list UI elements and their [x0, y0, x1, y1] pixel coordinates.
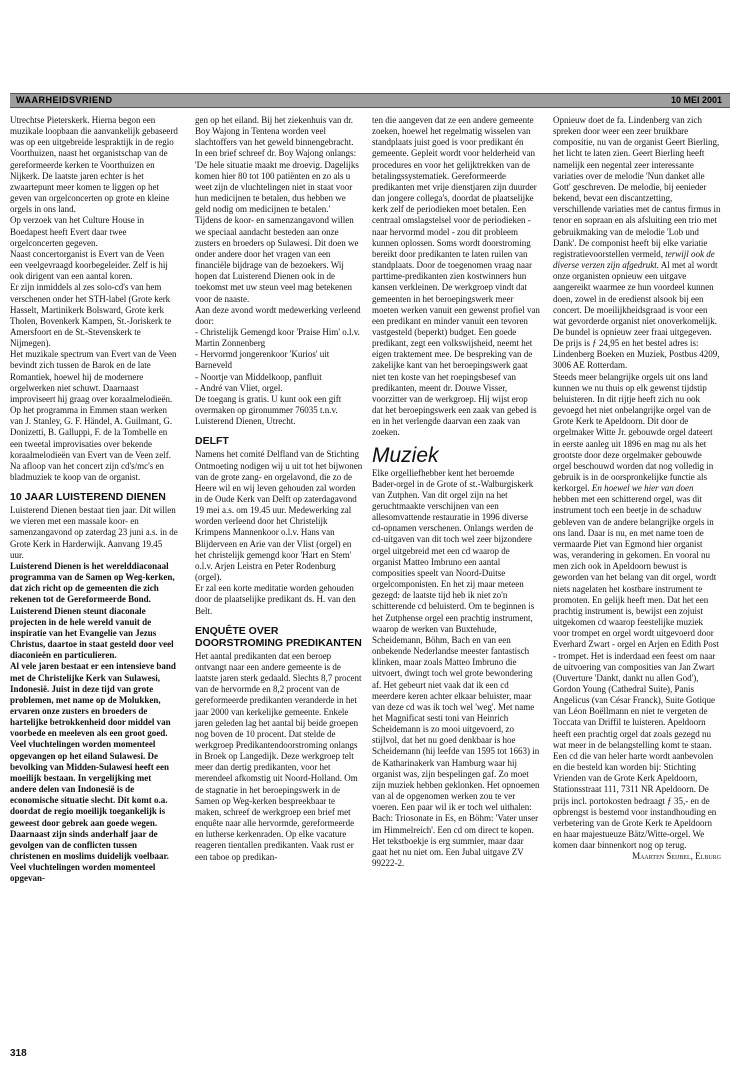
- paragraph: Luisterend Dienen is het werelddiaconaal programma van de Samen op Weg-kerken, dat zich richt op de gemeenten die zich rekenen tot de Gereformeerde Bond. Luisterend Dienen steunt diaconale projecten in de hele wereld vanuit de inspiratie van het Evangelie van Jezus Christus, daartoe in staat gesteld door veel diaconieën en particulieren.: [10, 560, 175, 661]
- list-item: - Noortje van Middelkoop, panfluit: [195, 371, 322, 382]
- paragraph: Naast concertorganist is Evert van de Veen een veelgevraagd koorbegeleider. Zelf is hij ook dirigent van een aantal koren.: [10, 248, 168, 282]
- paragraph: Op het programma in Emmen staan werken van J. Stanley, G. F. Händel, A. Guilmant, G. Donizetti, B. Galluppi, F. de la Tombelle en een tweetal improvisaties over bekende koraalmelodieën van Evert van de Veen zelf.: [10, 405, 173, 460]
- author-signature: Maarten Seijbel, Elburg: [632, 851, 721, 862]
- paragraph: ten die aangeven dat ze een andere gemeente zoeken, hoewel het regelmatig wisselen van standplaats juist goed is voor predikant én gemeente. Gepleit wordt voor helderheid van procedures en voor het gelijktrekken van de betalingssystematiek. Gereformeerde predikanten met vrije dienstjaren zijn duurder dan jongere collega's, doordat de plaatselijke kerk zelf de periodieken moet betalen. Een centraal omslagstelsel voor de periodieken - naar hervormd model - zou dit probleem kunnen oplossen. Soms wordt doorstroming bereikt door predikanten te laten ruilen van standplaats. Door de toegenomen vraag naar parttime-predikanten zien kostwinners hun kansen verkleinen. De werkgroep vindt dat gemeenten in het beroepingswerk meer moeten werken vanuit een gewenst profiel van een predikant en minder vanuit een tevoren vastgesteld (beperkt) budget. Een goede predikant, zegt een volkswijsheid, neemt het eigen traktement mee. De bespreking van de zakelijke kant van het beroepingswerk gaat niet ten koste van het roepingsbesef van predikanten, meent dr. Douwe Visser, voorzitter van de werkgroep. Hij wijst erop dat het beroepingswerk een zaak van gebed is en in het verlengde daarvan een zaak van zoeken.: [372, 115, 540, 438]
- paragraph: Tijdens de koor- en samenzangavond willen we speciaal aandacht besteden aan onze zusters en broeders op Sulawesi. Dit doen we onder andere door het vragen van een financiële bijdrage van de bezoekers. Wij hopen dat Luisterend Dienen ook in de toekomst met uw steun veel mag betekenen voor de naaste.: [195, 215, 359, 304]
- list-item: - André van Vliet, orgel.: [195, 382, 283, 393]
- column-2: [195, 115, 363, 863]
- paragraph: De toegang is gratis. U kunt ook een gift overmaken op gironummer 76035 t.n.v. Luisterend Dienen, Utrecht.: [195, 393, 342, 427]
- column-1: [10, 115, 178, 884]
- paragraph: Luisterend Dienen bestaat tien jaar. Dit willen we vieren met een massale koor- en samenzangavond op zaterdag 23 juni a.s. in de Grote Kerk in Harderwijk. Aanvang 19.45 uur.: [10, 505, 178, 560]
- paragraph: Het aantal predikanten dat een beroep ontvangt naar een andere gemeente is de laatste jaren sterk gedaald. Slechts 8,7 procent van de hervormde en 8,2 procent van de gereformeerde predikanten veranderde in het jaar 2000 van kerkelijke gemeente. Enkele jaren geleden lag het aantal bij beide groepen nog boven de 10 procent. Dat stelde de werkgroep Predikantendoorstroming onlangs in Broek op Langedijk. Deze werkgroep telt meer dan dertig predikanten, voor het merendeel afkomstig uit Noord-Holland. Om de stagnatie in het beroepingswerk in de Samen op Weg-kerken bespreekbaar te maken, schreef de werkgroep een brief met enquête naar alle hervormde, gereformeerde en lutherse kerkenraden. Op elke vacature reageren tientallen predikanten. Vaak rust er een taboe op predikan-: [195, 650, 362, 862]
- column-3: [372, 115, 540, 869]
- text-run: hebben met een schitterend orgel, was dit instrument toch een beetje in de schaduw gebleven van de andere belangrijke orgels in ons land. Daar is nu, en met name toen de vermaarde Piet van Egmond hier organist was, verandering in gekomen. En vooral nu men zich ook in Apeldoorn bewust is geworden van het belang van dit orgel, wordt niets nagelaten het kostbare instrument te promoten. En gelijk heeft men. Dat het een prachtig instrument is, bewijst een zojuist uitgekomen cd waarop feestelijke muziek voor trompet en orgel wordt uitgevoerd door Everhard Zwart - orgel en Arjen en Edith Post - trompet. Het is inderdaad een feest om naar de uitvoering van composities van Jan Zwart (Ouverture 'Dankt, dankt nu allen God'), Gordon Young (Cathedral Suite), Panis Angelicus (van César Franck), Suite Gotique van Léon Boëllmann en niet te vergeten de Toccata van Driffil te luisteren. Apeldoorn heeft een prachtig orgel dat zoals gezegd nu wat meer in de belangstelling komt te staan. Een cd die van heler harte wordt aanbevolen en die besteld kan worden bij: Stichting Vrienden van de Grote Kerk Apeldoorn, Stationsstraat 111, 7311 NR Apeldoorn. De prijs incl. portokosten bedraagt ƒ 35,- en de opbrengst is bestemd voor instandhouding en verbetering van de Grote Kerk te Apeldoorn en haar majestueuze Bätz/Witte-orgel. We komen daar binnenkort nog op terug.: [553, 494, 719, 851]
- paragraph: Utrechtse Pieterskerk. Hierna begon een muzikale loopbaan die aanvankelijk gebaseerd was op een uitgebreide lespraktijk in de regio Voorthuizen, naast het organistschap van de gereformeerde kerken te Voorthuizen en Nijkerk. De laatste jaren echter is het zwaartepunt meer komen te liggen op het geven van orgelconcerten op grote en kleine orgels in ons land.: [10, 115, 178, 215]
- paragraph: Namens het comité Delfland van de Stichting Ontmoeting nodigen wij u uit tot het bijwonen van de grote zang- en orgelavond, die zo de Heere wil en wij leven gehouden zal worden in de Oude Kerk van Delft op zaterdagavond 19 mei a.s. om 19.45 uur. Medewerking zal worden verleend door het Christelijk Krimpens Mannenkoor o.l.v. Hans van Blijderveen en Arie van der Vlist (orgel) en het christelijk gemengd koor 'Hart en Stem' o.l.v. Arjen Leistra en Peter Rodenburg (orgel).: [195, 449, 363, 583]
- paragraph: Na afloop van het concert zijn cd's/mc's en bladmuziek te koop van de organist.: [10, 460, 164, 482]
- text-run: Steeds meer belangrijke orgels uit ons land kunnen we nu thuis op elk gewenst tijdstip beluisteren. In dit rijtje heeft zich nu ook gevoegd het niet onbelangrijke orgel van de Grote Kerk te Apeldoorn. Dit door de orgelmaker Witte Jr. gebouwde orgel dateert in eerste aanleg uit 1896 en mag nu als het grootste door deze orgelmaker gebouwde orgel beschouwd worden dat nog volledig in gebruik is in de oorspronkelijke functie als kerkorgel.: [553, 371, 714, 494]
- paragraph: gen op het eiland. Bij het ziekenhuis van dr. Boy Wajong in Tentena worden veel slachtoffers van het geweld binnengebracht. In een brief schreef dr. Boy Wajong onlangs: 'De hele situatie maakt me droevig. Dagelijks komen hier 80 tot 100 patiënten en zo als u weet zijn de vluchtelingen niet in staat voor hun medicijnen te betalen, dus hebben we geld nodig om medicijnen te betalen.': [195, 115, 359, 215]
- paragraph: Er zal een korte meditatie worden gehouden door de plaatselijke predikant ds. H. van den Belt.: [195, 583, 356, 616]
- section-heading-delft: DELFT: [195, 435, 229, 448]
- section-heading-enquete: ENQUÊTE OVER DOORSTROMING PREDIKANTEN: [195, 624, 362, 649]
- section-heading-muziek: Muziek: [372, 443, 439, 467]
- section-heading-luisterend-dienen: 10 JAAR LUISTEREND DIENEN: [10, 491, 166, 504]
- paragraph: Al vele jaren bestaat er een intensieve band met de Christelijke Kerk van Sulawesi, Indonesië. Juist in deze tijd van grote problemen, met name op de Molukken, ervaren onze zusters en broeders de hartelijke betrokkenheid door middel van voorbede en meeleven als een groot goed. Veel vluchtelingen worden momenteel opgevangen op het eiland Sulawesi. De bevolking van Midden-Sulawesi heeft een moeilijk bestaan. In vergelijking met andere delen van Indonesië is de economische situatie slecht. Dit komt o.a. doordat de regio moeilijk toegankelijk is geweest door gebrek aan goede wegen. Daarnaast zijn sinds anderhalf jaar de gevolgen van de conflicten tussen christenen en moslims duidelijk voelbaar. Veel vluchtelingen worden momenteel opgevan-: [10, 661, 176, 884]
- issue-date: 10 MEI 2001: [670, 95, 722, 105]
- italic-text-run: En hoewel we hier van doen: [591, 483, 694, 494]
- magazine-name: WAARHEIDSVRIEND: [16, 95, 113, 105]
- paragraph: [553, 372, 721, 852]
- column-4: [553, 115, 721, 862]
- italic-text-run: terwijl ook de diverse verzen zijn afgedrukt.: [553, 248, 715, 271]
- text-run: Opnieuw doet de fa. Lindenberg van zich spreken door weer een zeer bruikbare compositie, nu van de organist Geert Bierling, het licht te laten zien. Geert Bierling heeft namelijk een negental zeer interessante variaties over de melodie 'Nun danket alle Gott' geschreven. De melodie, bij eenieder bekend, bevat een discantzetting, verschillende variaties met de cantus firmus in tenor en sopraan en als afsluiting een trio met gebruikmaking van de melodie 'Lob und Dank'. De componist heeft bij elke variatie registratievoorstellen vermeld,: [553, 115, 721, 259]
- paragraph: Er zijn inmiddels al zes solo-cd's van hem verschenen onder het STH-label (Grote kerk Hasselt, Martinikerk Bolsward, Grote kerk Tholen, Bovenkerk Kampen, St.-Joriskerk te Amersfoort en de St.-Stevenskerk te Nijmegen).: [10, 282, 172, 349]
- paragraph: [553, 115, 721, 372]
- paragraph: Aan deze avond wordt medewerking verleend door:: [195, 304, 361, 326]
- paragraph: Op verzoek van het Culture House in Boedapest heeft Evert daar twee orgelconcerten gegeven.: [10, 215, 144, 248]
- paragraph: Elke orgelliefhebber kent het beroemde Bader-orgel in de Grote of st.-Walburgiskerk van Zutphen. Van dit orgel zijn na het geruchtmaakte verschijnen van een allesomvattende restauratie in 1996 diverse cd-opnamen verschenen. Onlangs werden de cd-uitgaven van dit toch wel zeer bijzondere orgel uitgebreid met een cd waarop de organist Matteo Imbruno een aantal composities speelt van Noord-Duitse orgelcomponisten. En het zij maar meteen gezegd: de laatste tijd heb ik niet zo'n schitterende cd beluisterd. Om te beginnen is het Zutphense orgel een prachtig instrument, waarop de werken van Buxtehude, Scheidemann, Böhm, Bach en van een onbekende Nederlandse meester fantastisch klinken, maar zoals Matteo Imbruno die uitvoert, dwingt toch wel grote bewondering af. Het gebeurt niet vaak dat ik een cd meerdere keren achter elkaar beluister, maar van deze cd was ik toch wel 'weg'. Met name het Magnificat sesti toni van Heinrich Scheidemann is zo mooi uitgevoerd, zo stijlvol, dat het nu goed denkbaar is hoe Scheidemann (hij leefde van 1595 tot 1663) in de Katharinakerk van Hamburg waar hij organist was, zijn bespelingen gaf. Zo moet zijn muziek hebben geklonken. Het opnoemen van al de opgenomen werken zou te ver voeren. Een paar wil ik er toch wel uithalen: Bach: Triosonate in Es, en Böhm: 'Vater unser im Himmelreich'. Een cd om direct te kopen. Het tekstboekje is erg summier, maar daar gaat het nu niet om. Een Jubal uitgave ZV 99222-2.: [372, 467, 540, 868]
- page-header-bar: [10, 93, 730, 108]
- text-run: Al met al wordt onze organisten opnieuw een uitgave aangereikt waarmee ze hun voordeel kunnen doen, zowel in de eredienst alsook bij een concert. De moeilijkheidsgraad is voor een wat gevorderde organist niet onoverkomelijk. De bundel is opnieuw zeer fraai uitgegeven. De prijs is ƒ 24,95 en het bestel adres is: Lindenberg Boeken en Muziek, Postbus 4209, 3006 AE Rotterdam.: [553, 260, 720, 371]
- paragraph: Het muzikale spectrum van Evert van de Veen bevindt zich tussen de Barok en de late Romantiek, hoewel hij de modernere orgelwerken niet schuwt. Daarnaast improviseert hij graag over koraalmelodieën.: [10, 349, 177, 404]
- list-item: - Christelijk Gemengd koor 'Praise Him' o.l.v. Martin Zonnenberg: [195, 326, 360, 349]
- list-item: - Hervormd jongerenkoor 'Kurios' uit Barneveld: [195, 349, 330, 371]
- page-number: 318: [10, 1048, 27, 1059]
